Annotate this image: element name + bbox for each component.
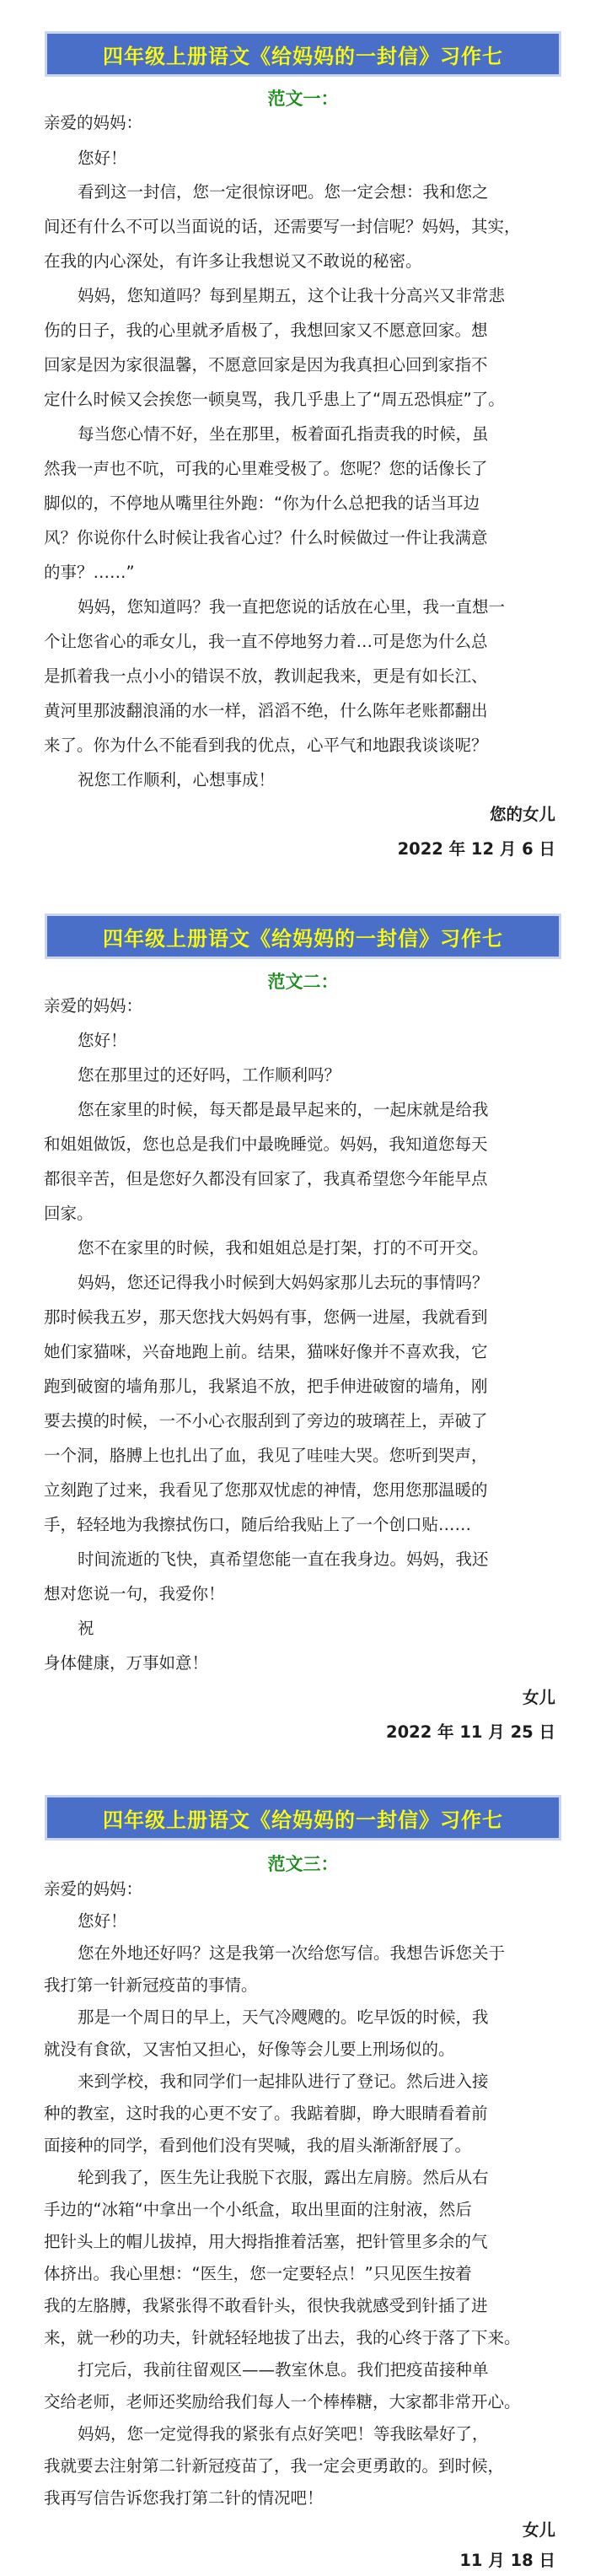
essay-2-line: 您在那里过的还好吗，工作顺利吗？ xyxy=(78,1065,341,1085)
essay-2-line: 一个洞，胳膊上也扎出了血，我见了哇哇大哭。您听到哭声， xyxy=(44,1446,488,1465)
essay-3-line: 那是一个周日的早上，天气冷飕飕的。吃早饭的时候，我 xyxy=(78,2007,489,2027)
essay-1-banner xyxy=(45,31,561,77)
essay-2-signature: 女儿 xyxy=(522,1688,555,1707)
essay-3 xyxy=(0,1763,606,2576)
essay-3-line: 我就要去注射第二针新冠疫苗了，我一定会更勇敢的。到时候， xyxy=(44,2456,505,2476)
essay-3-line: 手边的“冰箱“中拿出一个小纸盒，取出里面的注射液，然后 xyxy=(44,2200,472,2219)
essay-3-line: 体挤出。我心里想：“医生，您一定要轻点！”只见医生按着 xyxy=(44,2264,472,2283)
essay-2-greeting: 您好！ xyxy=(78,1031,127,1050)
essay-2-line: 妈妈，您还记得我小时候到大妈妈家那儿去玩的事情吗？ xyxy=(78,1273,489,1292)
essay-1 xyxy=(0,0,606,881)
essay-1-line: 看到这一封信，您一定很惊讶吧。您一定会想：我和您之 xyxy=(78,182,489,202)
essay-3-line: 就没有食欲，又害怕又担心，好像等会儿要上刑场似的。 xyxy=(44,2040,455,2059)
essay-1-signature: 您的女儿 xyxy=(489,805,555,824)
essay-3-line: 打完后，我前往留观区——教室休息。我们把疫苗接种单 xyxy=(78,2360,489,2379)
essay-3-subtitle: 范文三： xyxy=(267,1854,339,1874)
essay-2-line: 手，轻轻地为我擦拭伤口，随后给我贴上了一个创口贴…… xyxy=(44,1515,472,1534)
essay-2-line: 想对您说一句，我爱你！ xyxy=(44,1584,225,1603)
essay-2-line: 立刻跑了过来，我看见了您那双忧虑的神情，您用您那温暖的 xyxy=(44,1480,488,1500)
essay-2-line: 都很辛苦，但是您好久都没有回家了，我真希望您今年能早点 xyxy=(44,1169,488,1188)
essay-3-line: 把针头上的帽儿拔掉，用大拇指推着活塞，把针管里多余的气 xyxy=(44,2232,488,2251)
essay-2-line: 和姐姐做饭，您也总是我们中最晚睡觉。妈妈，我知道您每天 xyxy=(44,1134,488,1154)
essay-3-line: 我再写信告诉您我打第二针的情况吧！ xyxy=(44,2488,324,2508)
essay-1-line: 然我一声也不吭，可我的心里难受极了。您呢？您的话像长了 xyxy=(44,459,488,478)
essay-1-line: 伤的日子，我的心里就矛盾极了，我想回家又不愿意回家。想 xyxy=(44,321,488,340)
essay-3-line: 我的左胳膊，我紧张得不敢看针头，很快我就感受到针插了进 xyxy=(44,2296,488,2315)
essay-3-banner xyxy=(45,1795,561,1840)
essay-2-date: 2022 年 11 月 25 日 xyxy=(386,1722,555,1742)
essay-3-banner-title: 四年级上册语文《给妈妈的一封信》习作七 xyxy=(103,1807,503,1832)
essay-3-line: 轮到我了，医生先让我脱下衣服，露出左肩膀。然后从右 xyxy=(78,2168,489,2187)
essay-3-line: 种的教室，这时我的心更不安了。我踮着脚，睁大眼睛看着前 xyxy=(44,2104,488,2123)
essay-3-line: 来，就一秒的功夫，针就轻轻地拔了出去，我的心终于落了下来。 xyxy=(44,2328,521,2347)
essay-1-line: 的事？……” xyxy=(44,563,135,582)
essay-2-subtitle: 范文二： xyxy=(267,972,339,992)
essay-1-line: 脚似的，不停地从嘴里往外跑：“你为什么总把我的话当耳边 xyxy=(44,493,480,513)
essay-2-banner xyxy=(45,913,561,959)
essay-3-line: 来到学校，我和同学们一起排队进行了登记。然后进入接 xyxy=(78,2072,489,2091)
essay-2-line: 那时候我五岁，那天您找大妈妈有事，您俩一进屋，我就看到 xyxy=(44,1307,488,1327)
essay-2-banner-title: 四年级上册语文《给妈妈的一封信》习作七 xyxy=(103,925,503,951)
essay-1-line: 间还有什么不可以当面说的话，还需要写一封信呢？妈妈，其实， xyxy=(44,217,521,236)
essay-1-line: 妈妈，您知道吗？每到星期五，这个让我十分高兴又非常悲 xyxy=(78,286,506,305)
essay-1-line: 每当您心情不好，坐在那里，板着面孔指责我的时候，虽 xyxy=(78,424,489,444)
essay-2-line: 她们家猫咪，兴奋地跑上前。结果，猫咪好像并不喜欢我，它 xyxy=(44,1342,488,1361)
essay-2 xyxy=(0,881,606,1725)
essay-1-line: 黄河里那波翻浪涌的水一样，滔滔不绝，什么陈年老账都翻出 xyxy=(44,701,488,720)
essay-2-line: 祝 xyxy=(78,1619,94,1638)
essay-1-line: 风？你说你什么时候让我省心过？什么时候做过一件让我满意 xyxy=(44,528,488,547)
essay-3-signature: 女儿 xyxy=(522,2520,555,2540)
essay-3-line: 您在外地还好吗？这是我第一次给您写信。我想告诉您关于 xyxy=(78,1943,506,1963)
essay-1-date: 2022 年 12 月 6 日 xyxy=(397,839,555,859)
essay-1-line: 在我的内心深处，有许多让我想说又不敢说的秘密。 xyxy=(44,251,422,271)
essay-3-line: 面接种的同学，看到他们没有哭喊，我的眉头渐渐舒展了。 xyxy=(44,2136,472,2155)
essay-2-salutation: 亲爱的妈妈： xyxy=(44,996,143,1016)
essay-2-line: 回家。 xyxy=(44,1204,94,1223)
essay-3-line: 妈妈，您一定觉得我的紧张有点好笑吧！等我眩晕好了， xyxy=(78,2424,489,2444)
essay-3-line: 我打第一针新冠疫苗的事情。 xyxy=(44,1975,258,1995)
essay-1-line: 来了。你为什么不能看到我的优点，心平气和地跟我谈谈呢？ xyxy=(44,736,488,755)
essay-2-line: 您不在家里的时候，我和姐姐总是打架，打的不可开交。 xyxy=(78,1238,489,1258)
essay-2-line: 身体健康，万事如意！ xyxy=(44,1653,209,1673)
essay-1-line: 祝您工作顺利，心想事成！ xyxy=(78,770,276,790)
essay-2-line: 要去摸的时候，一不小心衣服刮到了旁边的玻璃茬上，弄破了 xyxy=(44,1411,488,1431)
essay-1-line: 个让您省心的乖女儿，我一直不停地努力着…可是您为什么总 xyxy=(44,632,488,651)
essay-1-line: 回家是因为家很温馨，不愿意回家是因为我真担心回到家指不 xyxy=(44,355,488,375)
essay-1-greeting: 您好！ xyxy=(78,148,127,168)
essay-2-line: 您在家里的时候，每天都是最早起来的，一起床就是给我 xyxy=(78,1100,489,1119)
essay-1-line: 定什么时候又会挨您一顿臭骂，我几乎患上了“周五恐惧症”了。 xyxy=(44,390,505,409)
essay-2-line: 时间流逝的飞快，真希望您能一直在我身边。妈妈，我还 xyxy=(78,1549,489,1569)
essay-1-subtitle: 范文一： xyxy=(267,89,339,109)
essay-2-line: 跑到破窗的墙角那儿，我紧追不放，把手伸进破窗的墙角，刚 xyxy=(44,1377,488,1396)
essay-1-line: 是抓着我一点小小的错误不放，教训起我来，更是有如长江、 xyxy=(44,666,488,686)
essay-1-line: 妈妈，您知道吗？我一直把您说的话放在心里，我一直想一 xyxy=(78,597,506,617)
essay-3-salutation: 亲爱的妈妈： xyxy=(44,1879,143,1899)
essay-3-date: 11 月 18 日 xyxy=(459,2551,555,2570)
essay-3-greeting: 您好！ xyxy=(78,1911,127,1931)
essay-1-banner-title: 四年级上册语文《给妈妈的一封信》习作七 xyxy=(103,43,503,68)
essay-1-salutation: 亲爱的妈妈： xyxy=(44,113,143,132)
essay-3-line: 交给老师，老师还奖励给我们每人一个棒棒糖，大家都非常开心。 xyxy=(44,2392,521,2412)
